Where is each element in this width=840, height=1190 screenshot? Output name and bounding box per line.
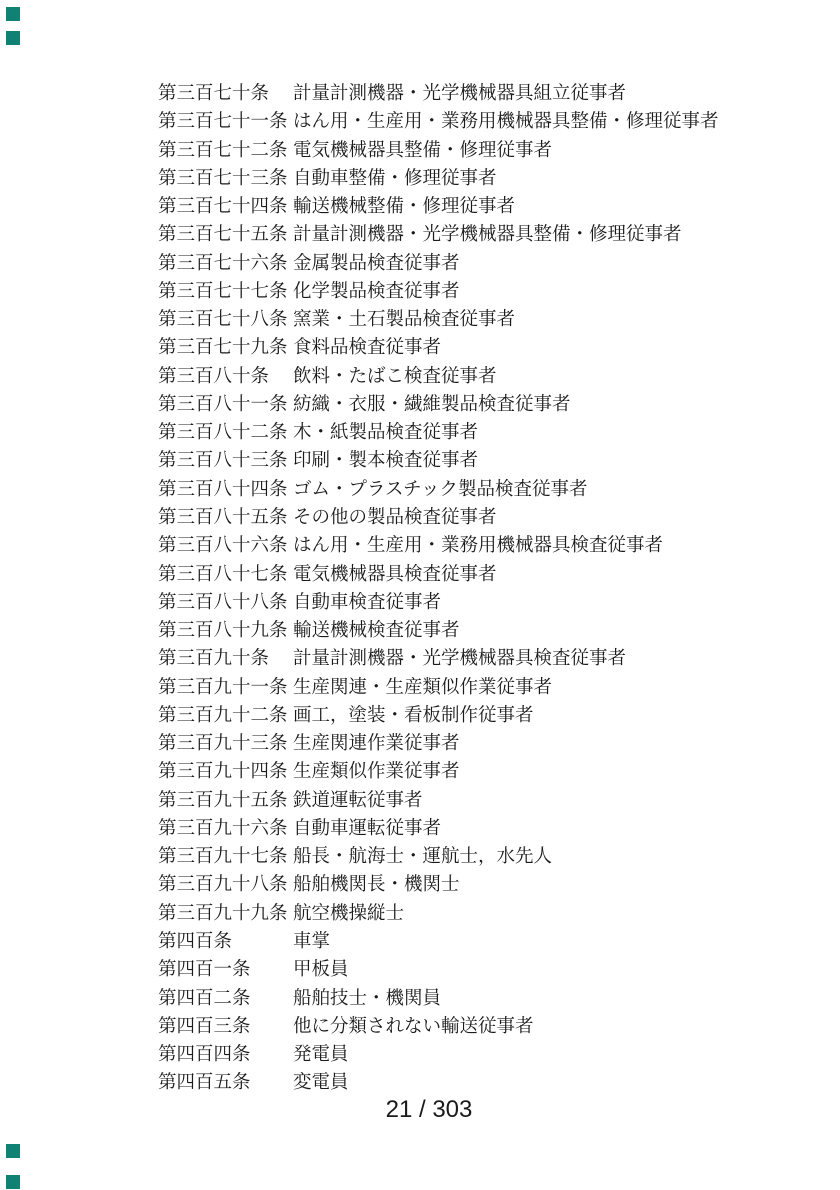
article-number: 第三百九十八条 xyxy=(158,873,288,895)
occupation-title: 生産類似作業従事者 xyxy=(293,760,460,782)
list-item xyxy=(158,220,719,248)
list-item xyxy=(158,277,719,305)
list-item xyxy=(158,673,719,701)
list-item xyxy=(158,362,719,390)
list-item xyxy=(158,305,719,333)
list-item xyxy=(158,418,719,446)
article-number: 第三百九十六条 xyxy=(158,816,288,838)
list-item xyxy=(158,560,719,588)
article-number: 第四百二条 xyxy=(158,986,251,1008)
list-item xyxy=(158,446,719,474)
corner-marker xyxy=(6,31,20,45)
occupation-title: 変電員 xyxy=(293,1071,349,1093)
article-number: 第三百九十一条 xyxy=(158,675,288,697)
corner-marker xyxy=(6,7,20,21)
article-number: 第三百九十九条 xyxy=(158,901,288,923)
occupation-title: 飲料・たばこ検査従事者 xyxy=(293,364,497,386)
list-item xyxy=(158,1040,719,1068)
occupation-title: 計量計測機器・光学機械器具整備・修理従事者 xyxy=(293,223,682,245)
article-list xyxy=(158,79,719,1097)
occupation-title: 鉄道運転従事者 xyxy=(293,788,423,810)
list-item xyxy=(158,842,719,870)
article-number: 第三百七十七条 xyxy=(158,279,288,301)
occupation-title: 木・紙製品検査従事者 xyxy=(293,421,479,443)
list-item xyxy=(158,249,719,277)
article-number: 第三百八十九条 xyxy=(158,619,288,641)
list-item xyxy=(158,531,719,559)
list-item xyxy=(158,927,719,955)
occupation-title: 甲板員 xyxy=(293,958,349,980)
article-number: 第四百五条 xyxy=(158,1071,251,1093)
list-item xyxy=(158,475,719,503)
occupation-title: 電気機械器具整備・修理従事者 xyxy=(293,138,553,160)
list-item xyxy=(158,814,719,842)
occupation-title: ゴム・プラスチック製品検査従事者 xyxy=(293,477,588,499)
article-number: 第三百九十二条 xyxy=(158,703,288,725)
list-item xyxy=(158,644,719,672)
occupation-title: 印刷・製本検査従事者 xyxy=(293,449,479,471)
occupation-title: 窯業・土石製品検査従事者 xyxy=(293,308,516,330)
occupation-title: 船長・航海士・運航士，水先人 xyxy=(293,845,553,867)
occupation-title: 計量計測機器・光学機械器具検査従事者 xyxy=(293,647,627,669)
article-number: 第三百八十八条 xyxy=(158,590,288,612)
list-item xyxy=(158,616,719,644)
article-number: 第三百七十四条 xyxy=(158,195,288,217)
occupation-title: はん用・生産用・業務用機械器具検査従事者 xyxy=(293,534,664,556)
article-number: 第三百七十六条 xyxy=(158,251,288,273)
list-item xyxy=(158,757,719,785)
list-item xyxy=(158,192,719,220)
corner-marker xyxy=(6,1175,20,1189)
list-item xyxy=(158,333,719,361)
list-item xyxy=(158,786,719,814)
article-number: 第三百八十条 xyxy=(158,364,270,386)
occupation-title: その他の製品検査従事者 xyxy=(293,505,497,527)
list-item xyxy=(158,870,719,898)
article-number: 第三百九十条 xyxy=(158,647,270,669)
list-item xyxy=(158,1012,719,1040)
article-number: 第三百七十条 xyxy=(158,82,270,103)
occupation-title: 車掌 xyxy=(293,929,331,951)
article-number: 第三百八十二条 xyxy=(158,421,288,443)
occupation-title: はん用・生産用・業務用機械器具整備・修理従事者 xyxy=(293,110,719,132)
occupation-title: 化学製品検査従事者 xyxy=(293,279,460,301)
article-number: 第三百九十七条 xyxy=(158,845,288,867)
list-item xyxy=(158,164,719,192)
corner-marker xyxy=(6,1144,20,1158)
occupation-title: 金属製品検査従事者 xyxy=(293,251,460,273)
article-number: 第三百八十一条 xyxy=(158,392,288,414)
list-item xyxy=(158,1068,719,1096)
article-number: 第三百九十四条 xyxy=(158,760,288,782)
article-number: 第三百七十二条 xyxy=(158,138,288,160)
article-number: 第三百七十五条 xyxy=(158,223,288,245)
article-number: 第三百八十六条 xyxy=(158,534,288,556)
list-item xyxy=(158,729,719,757)
article-number: 第三百七十一条 xyxy=(158,110,288,132)
occupation-title: 発電員 xyxy=(293,1043,349,1065)
list-item xyxy=(158,503,719,531)
occupation-title: 他に分類されない輸送従事者 xyxy=(293,1014,534,1036)
article-number: 第三百七十九条 xyxy=(158,336,288,358)
occupation-title: 輸送機械検査従事者 xyxy=(293,619,460,641)
article-number: 第四百三条 xyxy=(158,1014,251,1036)
list-item xyxy=(158,701,719,729)
occupation-title: 自動車運転従事者 xyxy=(293,816,442,838)
occupation-title: 電気機械器具検査従事者 xyxy=(293,562,497,584)
occupation-title: 自動車検査従事者 xyxy=(293,590,442,612)
occupation-title: 食料品検査従事者 xyxy=(293,336,442,358)
article-number: 第三百九十五条 xyxy=(158,788,288,810)
article-number: 第三百七十三条 xyxy=(158,166,288,188)
article-number: 第三百八十七条 xyxy=(158,562,288,584)
page-indicator: 21 / 303 xyxy=(385,1096,473,1123)
list-item xyxy=(158,136,719,164)
list-item xyxy=(158,588,719,616)
occupation-title: 船舶機関長・機関士 xyxy=(293,873,460,895)
list-item xyxy=(158,390,719,418)
list-item xyxy=(158,107,719,135)
list-item xyxy=(158,79,719,107)
article-number: 第四百条 xyxy=(158,929,233,951)
article-number: 第三百八十四条 xyxy=(158,477,288,499)
occupation-title: 画工，塗装・看板制作従事者 xyxy=(293,703,534,725)
article-number: 第三百八十三条 xyxy=(158,449,288,471)
list-item xyxy=(158,984,719,1012)
article-number: 第四百四条 xyxy=(158,1043,251,1065)
occupation-title: 生産関連作業従事者 xyxy=(293,732,460,754)
article-number: 第四百一条 xyxy=(158,958,251,980)
article-number: 第三百九十三条 xyxy=(158,732,288,754)
occupation-title: 輸送機械整備・修理従事者 xyxy=(293,195,516,217)
list-item xyxy=(158,955,719,983)
list-item xyxy=(158,899,719,927)
occupation-title: 航空機操縦士 xyxy=(293,901,405,923)
occupation-title: 計量計測機器・光学機械器具組立従事者 xyxy=(293,82,627,103)
occupation-title: 船舶技士・機関員 xyxy=(293,986,442,1008)
occupation-title: 紡織・衣服・繊維製品検査従事者 xyxy=(293,392,571,414)
article-number: 第三百八十五条 xyxy=(158,505,288,527)
article-number: 第三百七十八条 xyxy=(158,308,288,330)
occupation-title: 生産関連・生産類似作業従事者 xyxy=(293,675,553,697)
occupation-title: 自動車整備・修理従事者 xyxy=(293,166,497,188)
